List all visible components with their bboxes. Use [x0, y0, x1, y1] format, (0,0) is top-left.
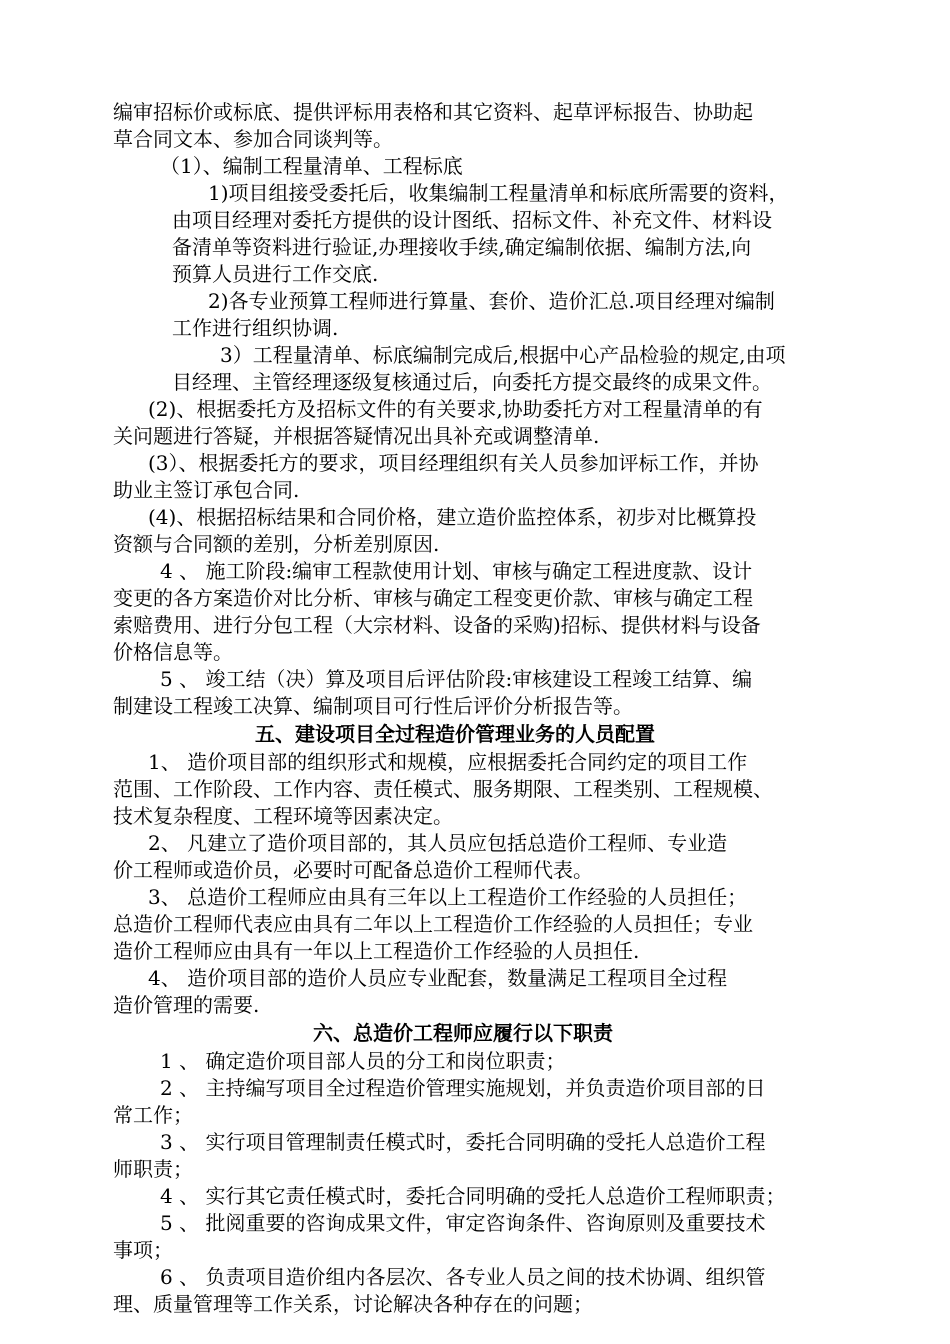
text-line: 2、 凡建立了造价项目部的，其人员应包括总造价工程师、专业造 — [148, 831, 728, 855]
text-line: 4 、 施工阶段:编审工程款使用计划、审核与确定工程进度款、设计 — [160, 559, 753, 583]
text-line: 造价工程师应由具有一年以上工程造价工作经验的人员担任. — [113, 939, 640, 963]
text-line: 6 、 负责项目造价组内各层次、各专业人员之间的技术协调、组织管 — [160, 1265, 766, 1289]
text-line: 资额与合同额的差别，分析差别原因. — [113, 532, 440, 556]
text-line: 价工程师或造价员，必要时可配备总造价工程师代表。 — [113, 858, 593, 882]
section-heading: 六、总造价工程师应履行以下职责 — [313, 1021, 613, 1045]
text-line: 索赔费用、进行分包工程（大宗材料、设备的采购)招标、提供材料与设备 — [113, 613, 761, 637]
text-line: 4 、 实行其它责任模式时，委托合同明确的受托人总造价工程师职责； — [160, 1184, 786, 1208]
text-line: 由项目经理对委托方提供的设计图纸、招标文件、补充文件、材料设 — [172, 208, 772, 232]
text-line: 4、 造价项目部的造价人员应专业配套，数量满足工程项目全过程 — [148, 966, 728, 990]
section-heading: 五、建设项目全过程造价管理业务的人员配置 — [255, 722, 655, 746]
text-line: 1)项目组接受委托后，收集编制工程量清单和标底所需要的资料， — [208, 181, 789, 205]
text-line: 工作进行组织协调. — [172, 316, 339, 340]
text-line: (2)、根据委托方及招标文件的有关要求,协助委托方对工程量清单的有 — [148, 397, 763, 421]
text-line: 3、 总造价工程师应由具有三年以上工程造价工作经验的人员担任； — [148, 885, 748, 909]
text-line: 5 、 批阅重要的咨询成果文件，审定咨询条件、咨询原则及重要技术 — [160, 1211, 766, 1235]
text-line: 3 、 实行项目管理制责任模式时，委托合同明确的受托人总造价工程 — [160, 1130, 766, 1154]
text-line: 预算人员进行工作交底. — [172, 262, 379, 286]
text-line: 目经理、主管经理逐级复核通过后，向委托方提交最终的成果文件。 — [172, 370, 772, 394]
text-line: 价格信息等。 — [113, 640, 233, 664]
text-line: 造价管理的需要. — [113, 993, 260, 1017]
text-line: 备清单等资料进行验证,办理接收手续,确定编制依据、编制方法,向 — [172, 235, 752, 259]
text-line: 技术复杂程度、工程环境等因素决定。 — [113, 804, 453, 828]
text-line: 1 、 确定造价项目部人员的分工和岗位职责； — [160, 1049, 566, 1073]
text-line: 2 、 主持编写项目全过程造价管理实施规划，并负责造价项目部的日 — [160, 1076, 766, 1100]
text-line: 2)各专业预算工程师进行算量、套价、造价汇总.项目经理对编制 — [208, 289, 775, 313]
text-line: 事项； — [113, 1238, 173, 1262]
text-line: 变更的各方案造价对比分析、审核与确定工程变更价款、审核与确定工程 — [113, 586, 753, 610]
text-line: (3）、根据委托方的要求，项目经理组织有关人员参加评标工作，并协 — [148, 451, 759, 475]
text-line: （1）、编制工程量清单、工程标底 — [160, 154, 463, 178]
text-line: 总造价工程师代表应由具有二年以上工程造价工作经验的人员担任；专业 — [113, 912, 753, 936]
text-line: 关问题进行答疑，并根据答疑情况出具补充或调整清单. — [113, 424, 600, 448]
text-line: 常工作； — [113, 1103, 193, 1127]
text-line: 制建设工程竣工决算、编制项目可行性后评价分析报告等。 — [113, 694, 633, 718]
text-line: 5 、 竣工结（决）算及项目后评估阶段:审核建设工程竣工结算、编 — [160, 667, 753, 691]
text-line: 编审招标价或标底、提供评标用表格和其它资料、起草评标报告、协助起 — [113, 100, 753, 124]
text-line: 3）工程量清单、标底编制完成后,根据中心产品检验的规定,由项 — [220, 343, 786, 367]
text-line: 1、 造价项目部的组织形式和规模，应根据委托合同约定的项目工作 — [148, 750, 748, 774]
text-line: 助业主签订承包合同. — [113, 478, 300, 502]
text-line: (4)、根据招标结果和合同价格，建立造价监控体系，初步对比概算投 — [148, 505, 757, 529]
text-line: 理、质量管理等工作关系，讨论解决各种存在的问题； — [113, 1292, 593, 1316]
text-line: 范围、工作阶段、工作内容、责任模式、服务期限、工程类别、工程规模、 — [113, 777, 773, 801]
text-line: 师职责； — [113, 1157, 193, 1181]
text-line: 草合同文本、参加合同谈判等。 — [113, 127, 393, 151]
